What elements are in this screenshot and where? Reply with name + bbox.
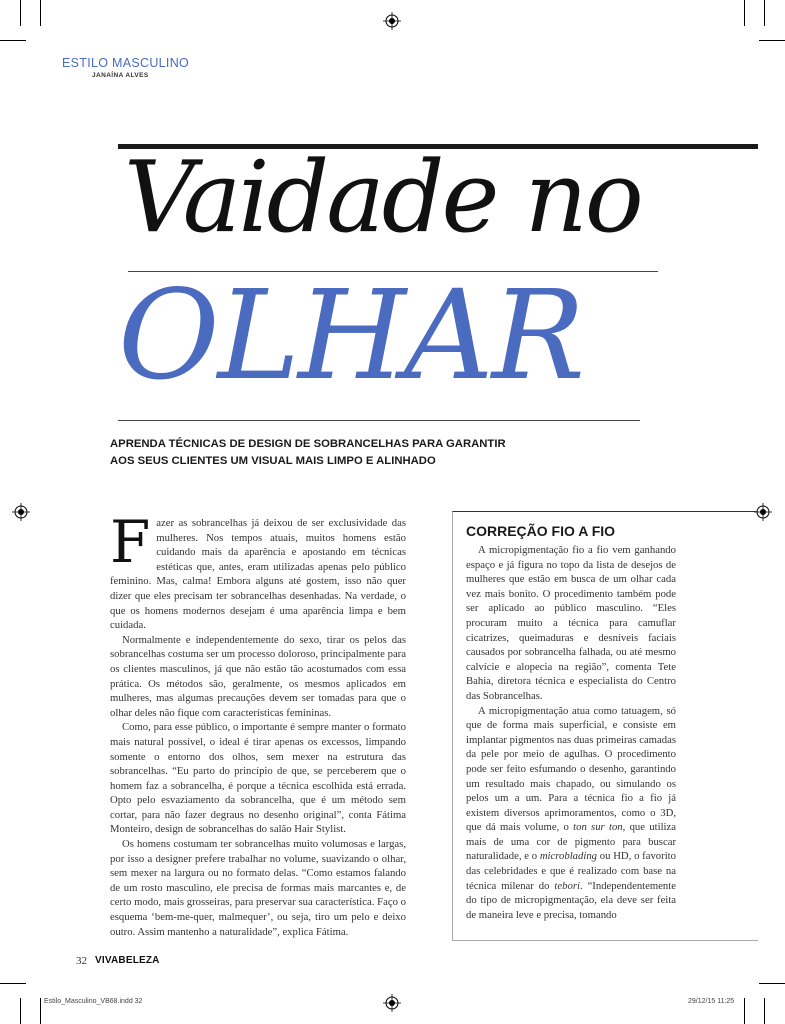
- title-line-1: Vaidade no: [124, 141, 641, 255]
- deck-line: APRENDA TÉCNICAS DE DESIGN DE SOBRANCELHAS PARA GARANTIR: [110, 438, 506, 450]
- page-number: 32: [76, 955, 87, 967]
- deck: [110, 436, 510, 470]
- body-paragraph: Como, para esse público, o importante é sempre manter o formato mais natural possível, o ideal é tirar apenas os excessos, limpando somente o entorno dos olhos, sem mexer na estrutura das sobrancelhas. “Eu parto do princípio de que, se perceberem que o homem faz a sobrancelha, é porque a técnica escolhida está errada. Opto pelo esvaziamento da sobrancelha, que é um método sem cortar, para não fazer degraus no desenho original”, conta Fátima Monteiro, design de sobrancelhas do salão Hair Stylist.: [110, 721, 406, 836]
- body-column: [110, 508, 406, 939]
- crop-mark: [20, 998, 21, 1024]
- body-paragraph: azer as sobrancelhas já deixou de ser exclusividade das mulheres. Nos tempos atuais, muitos homens estão cuidando mais da aparência e apostando em técnicas estéticas que, antes, eram utilizadas apenas pelo público feminino. Mas, calma! Embora alguns até gostem, isso não quer dizer que eles precisam ter sobrancelhas desenhadas. Na verdade, o que os homens modernos desejam é uma aparência limpa e bem cuidada.: [110, 517, 406, 632]
- title-divider: [118, 420, 640, 421]
- section-label: ESTILO MASCULINO: [62, 56, 190, 70]
- crop-mark: [40, 998, 41, 1024]
- italic-term: microblading: [539, 850, 598, 863]
- drop-cap: F: [110, 508, 151, 576]
- sidebar-heading: CORREÇÃO FIO A FIO: [466, 523, 616, 539]
- italic-term: ton sur ton: [573, 821, 623, 834]
- sidebar-paragraph: A micropigmentação fio a fio vem ganhando espaço e já figura no topo da lista de desejos de mulheres que estão em busca de um olhar cada vez mais bonito. O procedimento também pode ser aplicado ao público masculino. “Eles procuram muito a técnica para camuflar cicatrizes, queimaduras e desníveis faciais causados por sobrancelha falhada, ou até mesmo calvície e alopecia na região”, comenta Tete Bahia, diretora técnica e especialista do Centro das Sobrancelhas.: [466, 544, 676, 702]
- sidebar-paragraph: A micropigmentação atua como tatuagem, só que de forma mais superficial, e consiste em implantar pigmentos nas duas primeiras camadas da pele por meio de agulhas. O procedimento pode ser feito esfumando o desenho, garantindo um resultado mais chapado, ou simulando os pelos um a um. Para a técnica fio a fio já existem diversos aprimoramentos, como o 3D, que dá mais volume, o ton sur ton, que utiliza mais de uma cor de pigmento para buscar naturalidade, e o microblading ou HD, o favorito das celebridades e que é realizado com base na técnica milenar do tebori. “Independentemente do tipo de micropigmentação, ela deve ser feita de maneira leve e precisa, tomando: [466, 704, 676, 921]
- crop-mark: [759, 983, 785, 984]
- slug-date: 29/12/15 11:25: [688, 998, 735, 1005]
- slug-filename: Estilo_Masculino_VB68.indd 32: [44, 998, 143, 1005]
- crop-mark: [0, 40, 26, 41]
- crop-mark: [744, 998, 745, 1024]
- crop-mark: [764, 0, 765, 26]
- deck-line: AOS SEUS CLIENTES UM VISUAL MAIS LIMPO E ALINHADO: [110, 455, 436, 467]
- crop-mark: [20, 0, 21, 26]
- author-byline: JANAÍNA ALVES: [92, 72, 149, 79]
- crop-mark: [744, 0, 745, 26]
- crop-mark: [0, 983, 26, 984]
- magazine-name: VIVABELEZA: [95, 955, 160, 966]
- crop-mark: [759, 40, 785, 41]
- italic-term: tebori: [554, 879, 580, 892]
- registration-mark-icon: [12, 503, 30, 521]
- title-line-2: OLHAR: [118, 264, 584, 408]
- body-paragraph: Normalmente e independentemente do sexo, tirar os pelos das sobrancelhas costuma ser um processo doloroso, principalmente para os clientes masculinos, já que não estão tão acostumados com essa prática. Os métodos são, geralmente, os mesmos aplicados em mulheres, mas algumas precauções devem ser tomadas para que o olhar deles não fique com características femininas.: [110, 633, 406, 719]
- crop-mark: [764, 998, 765, 1024]
- sidebar-column: [466, 543, 676, 922]
- crop-mark: [40, 0, 41, 26]
- registration-mark-icon: [383, 12, 401, 30]
- body-paragraph: Os homens costumam ter sobrancelhas muito volumosas e largas, por isso a designer prefere trabalhar no volume, suavizando o olhar, sem mexer na largura ou no formato delas. “Como estamos falando de um rosto masculino, ele precisa de formas mais marcantes e, de certo modo, mais grosseiras, para preservar sua característica. Faço o esquema ‘bem-me-quer, malmequer’, ou seja, tiro um pelo e deixo outro. Assim mantenho a naturalidade”, explica Fátima.: [110, 838, 406, 938]
- registration-mark-icon: [383, 994, 401, 1012]
